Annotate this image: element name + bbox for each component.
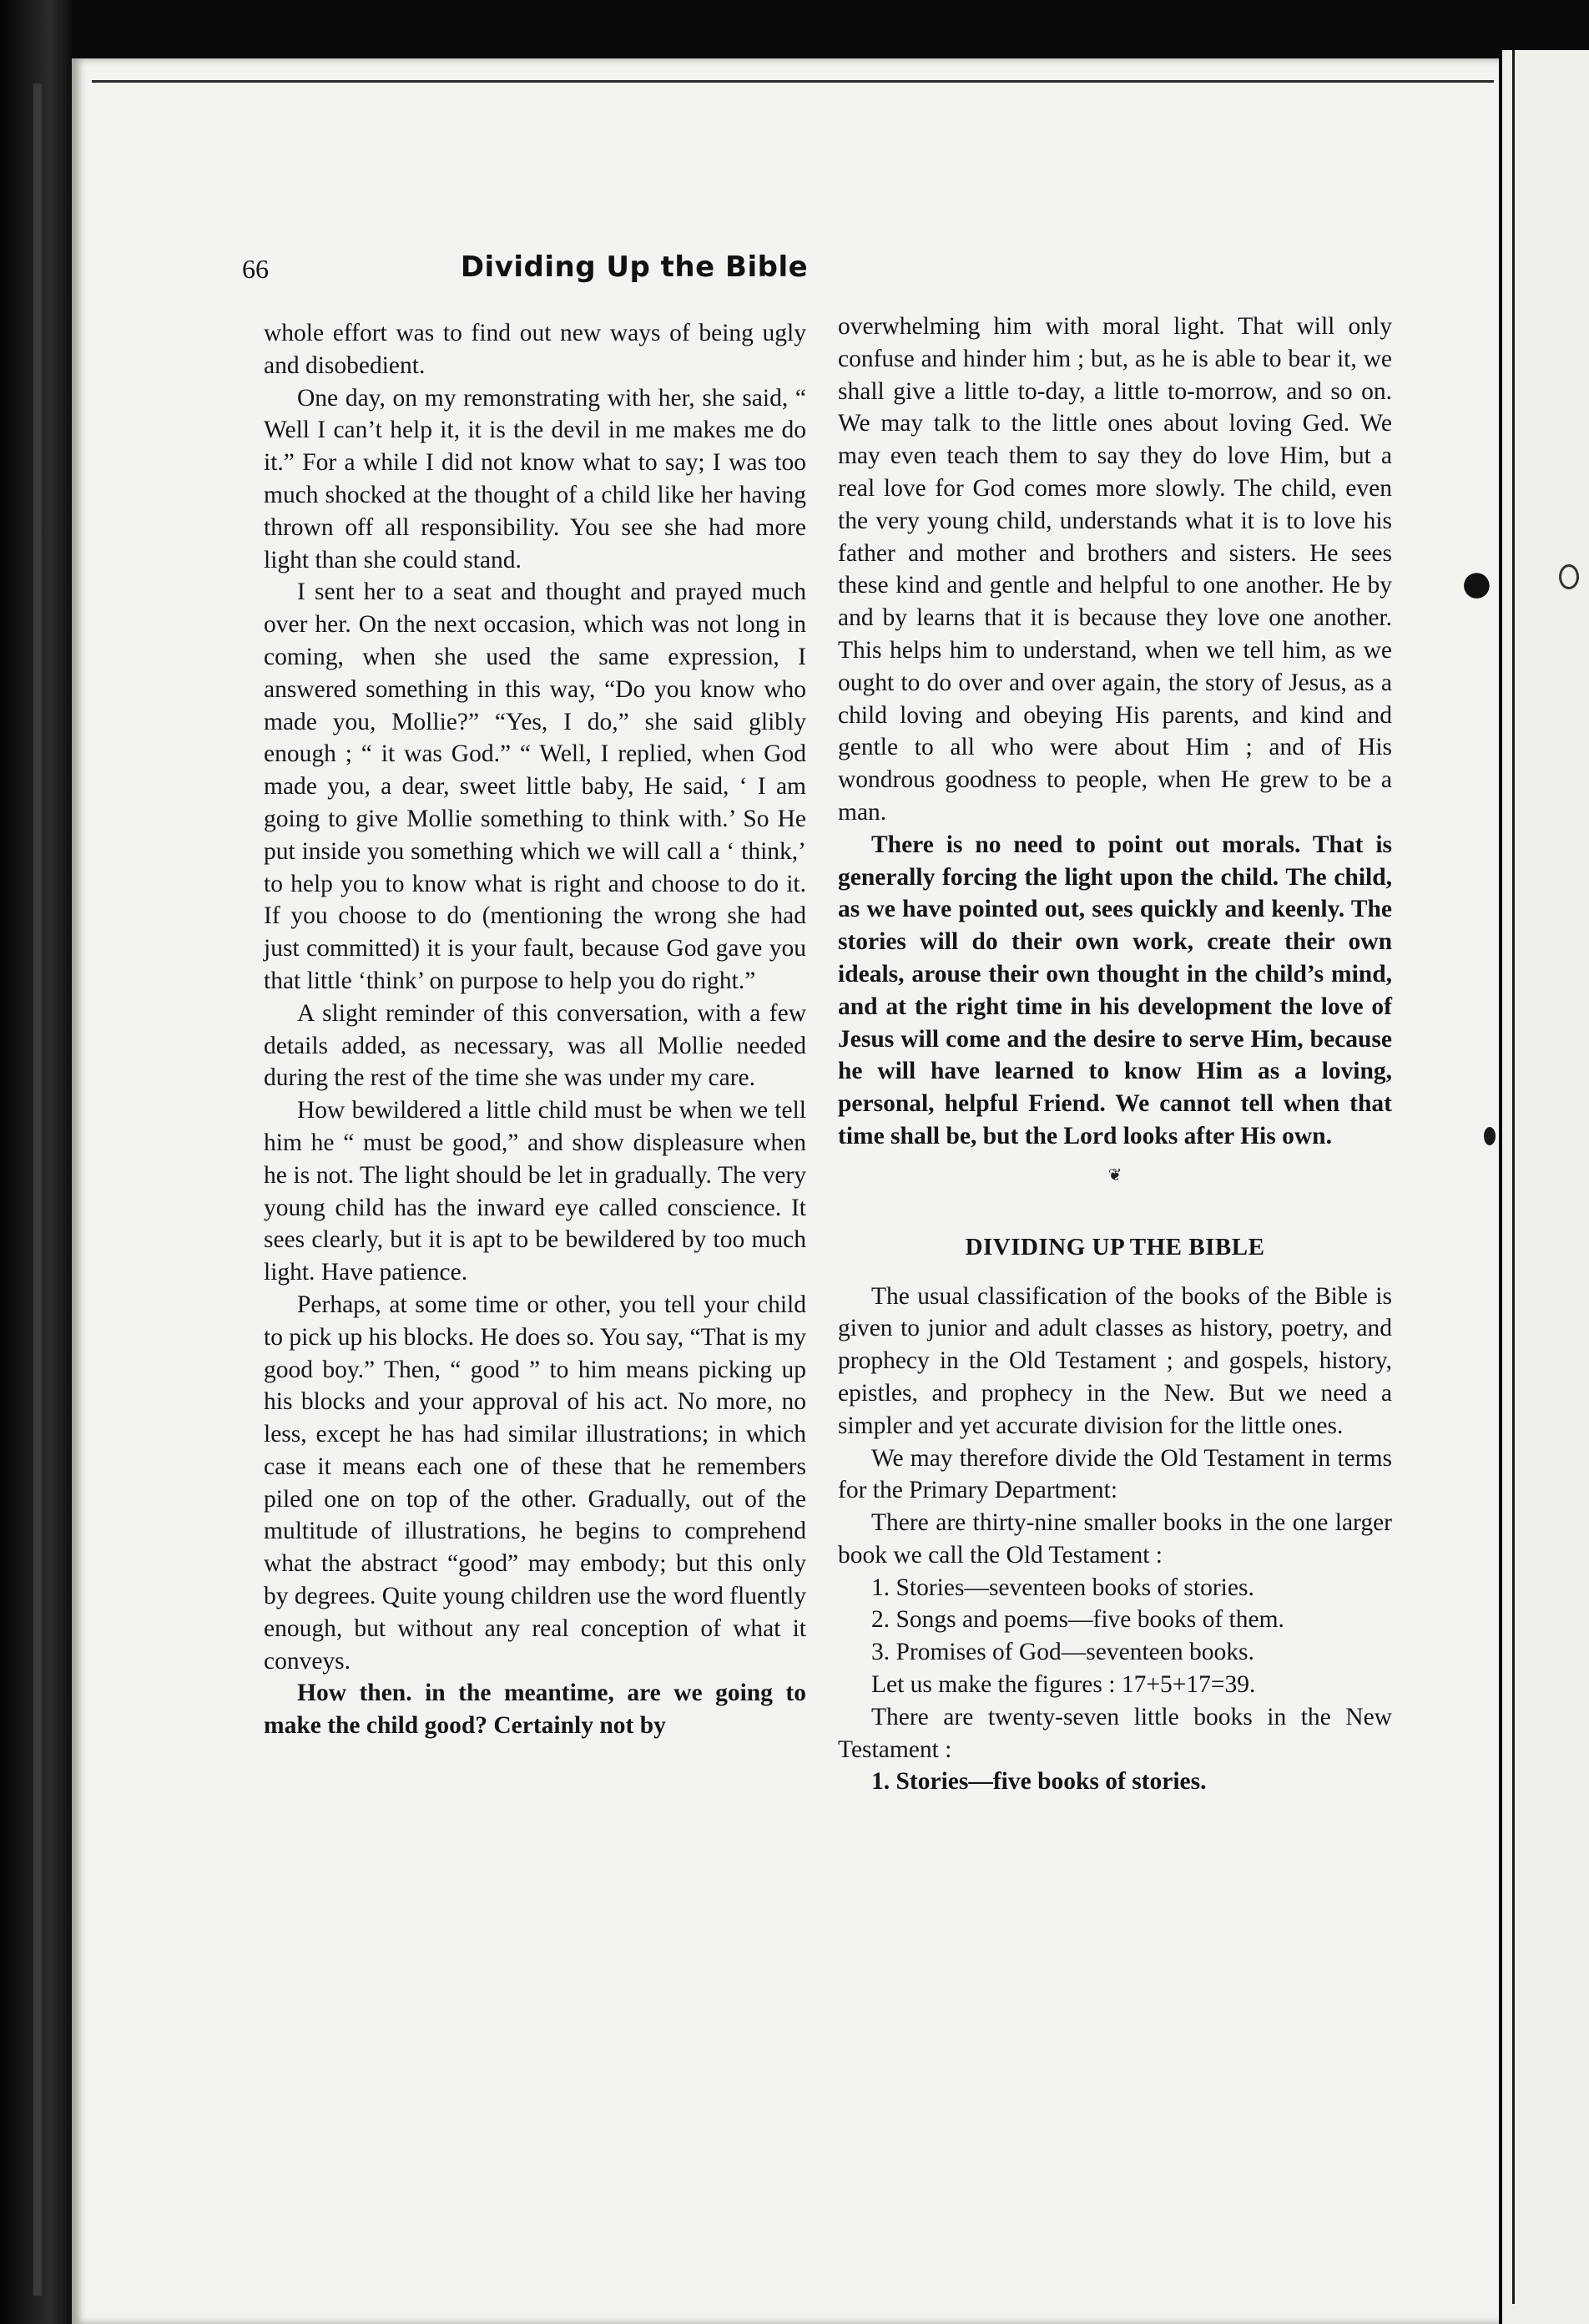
paragraph: There is no need to point out morals. That is generally forcing the light upon the child. The child, as we have pointed out, sees quickly and keenly. The stories will do their own work, create their own ideals, arouse their own thought in the child’s mind, and at the right time in his development the love of Jesus will come and the desire to serve Him, because he will have learned to know Him as a loving, personal, helpful Friend. We cannot tell when that time shall be, but the Lord looks after His own. — [838, 831, 1392, 1149]
paragraph: The usual classification of the books of the Bible is given to junior and adult classes as history, poetry, and prophecy in the Old Testament ; and gospels, history, epistles, and prophecy in the New. But we need a simpler and yet accurate division for the little ones. — [838, 1282, 1392, 1439]
running-title: Dividing Up the Bible — [460, 250, 809, 284]
paragraph: There are thirty-nine smaller books in the one larger book we call the Old Testament : — [838, 1509, 1392, 1569]
list-item: 1. Stories—five books of stories. — [871, 1768, 1207, 1796]
section-heading: DIVIDING UP THE BIBLE — [965, 1233, 1265, 1261]
page-top-edge — [92, 80, 1494, 83]
right-column — [838, 311, 1392, 1798]
figures-line: Let us make the figures : 17+5+17=39. — [871, 1671, 1256, 1699]
paragraph: A slight reminder of this conversation, with a few details added, as necessary, was all Mollie needed during the rest of the time she was under my care. — [264, 999, 806, 1092]
page-number: 66 — [242, 254, 269, 284]
paragraph: overwhelming him with moral light. That will only confuse and hinder him ; but, as he is able to bear it, we shall give a little to-day, a little to-morrow, and so on. We may talk to the little ones about loving Ged. We may even teach them to say they do love Him, but a real love for God comes more slowly. The child, even the very young child, understands what it is to love his father and mother and brothers and sisters. He sees these kind and gentle and helpful to one another. He by and by learns that it is because they love one another. This helps him to understand, when we tell him, as we ought to do over and over again, the story of Jesus, as a child loving and obeying His parents, and kind and gentle to all who were about Him ; and of His wondrous goodness to people, when He grew to be a man. — [838, 313, 1392, 826]
left-column — [264, 317, 806, 1742]
list-item: 3. Promises of God—seventeen books. — [871, 1639, 1254, 1666]
paragraph: There are twenty-seven little books in the New Testament : — [838, 1703, 1392, 1763]
paragraph: One day, on my remonstrating with her, she said, “ Well I can’t help it, it is the devil in me makes me do it.” For a while I did not know what to say; I was too much shocked at the thought of a child like her having thrown off all responsibility. You see she had more light than she could stand. — [264, 384, 806, 573]
paragraph: How bewildered a little child must be when we tell him he “ must be good,” and show displeasure when he is not. The light should be let in gradually. The very young child has the inward eye called conscience. It sees clearly, but it is apt to be bewildered by too much light. Have patience. — [264, 1097, 806, 1286]
paragraph: We may therefore divide the Old Testament in terms for the Primary Department: — [838, 1444, 1392, 1504]
paragraph: I sent her to a seat and thought and prayed much over her. On the next occasion, which was not long in coming, when she used the same expression, I answered something in this way, “Do you know who made you, Mollie?” “Yes, I do,” she said glibly enough ; “ it was God.” “ Well, I replied, when God made you, a dear, sweet little baby, He said, ‘ I am going to give Mollie something to think with.’ So He put inside you something which we will call a ‘ think,’ to help you to know what is right and choose to do it. If you choose to do (mentioning the wrong she had just committed) it is your fault, because God gave you that little ‘think’ on purpose to help you do right.” — [264, 578, 806, 994]
margin-ink-mark — [1559, 564, 1579, 589]
paragraph: whole effort was to find out new ways of being ugly and disobedient. — [264, 320, 806, 379]
paragraph: How then. in the meantime, are we going to make the child good? Certainly not by — [264, 1680, 806, 1740]
section-ornament: ❦ — [1107, 1165, 1122, 1185]
margin-ink-blot — [1484, 1127, 1496, 1145]
list-item: 1. Stories—seventeen books of stories. — [871, 1574, 1254, 1601]
paragraph: Perhaps, at some time or other, you tell your child to pick up his blocks. He does so. You say, “That is my good boy.” Then, “ good ” to him means picking up his blocks and your approval of his act. No more, no less, except he has had similar illustrations; in which case it means each one of these that he remembers piled one on top of the other. Gradually, out of the multitude of illustrations, he begins to comprehend what the abstract “good” may embody; but this only by degrees. Quite young children use the word fluently enough, but without any real conception of what it conveys. — [264, 1291, 806, 1675]
margin-ink-blot: ● — [1462, 564, 1491, 603]
binding-edge — [33, 83, 42, 2296]
running-header — [242, 250, 1027, 294]
list-item: 2. Songs and poems—five books of them. — [871, 1606, 1284, 1634]
facing-page-divider — [1512, 50, 1515, 2304]
